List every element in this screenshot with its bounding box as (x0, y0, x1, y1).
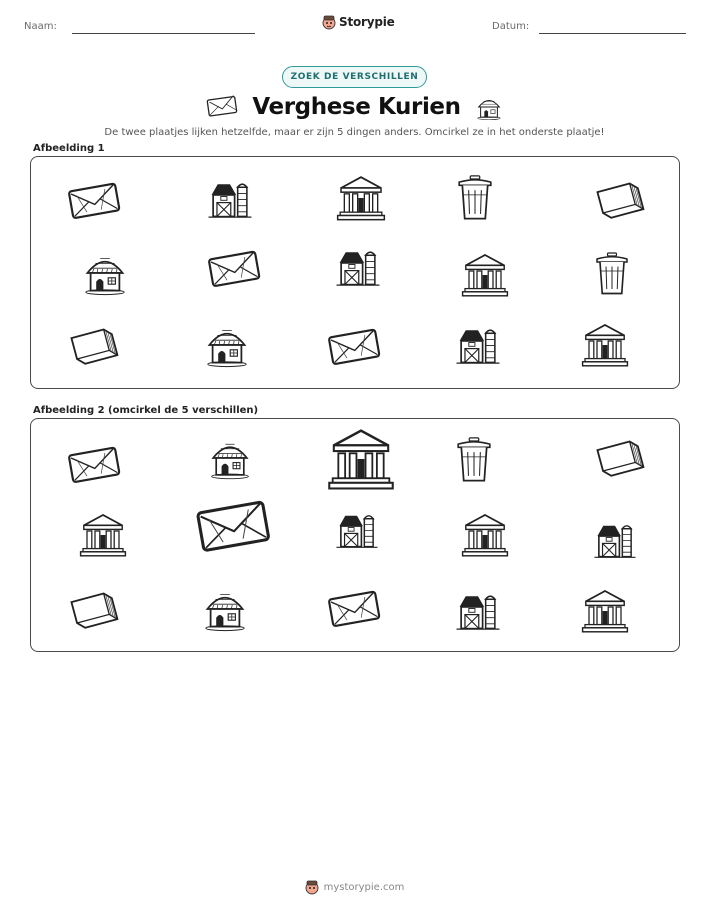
item-parcel-icon[interactable] (327, 325, 381, 367)
item-barn-icon[interactable] (335, 507, 379, 551)
item-trash-can-icon[interactable] (594, 249, 630, 299)
item-parcel-icon[interactable] (207, 247, 261, 289)
footer-url[interactable]: mystorypie.com (323, 881, 405, 893)
item-parcel-icon[interactable] (67, 443, 121, 485)
instructions-text: De twee plaatjes lijken hetzelfde, maar er zijn 5 dingen anders. Omcirkel ze in het onderste plaatje! (104, 127, 605, 138)
item-temple-icon[interactable] (461, 511, 509, 559)
item-barn-icon[interactable] (455, 321, 501, 367)
item-hut-icon[interactable] (201, 585, 249, 633)
panel-2-label: Afbeelding 2 (omcirkel de 5 verschillen) (33, 405, 259, 416)
item-hut-icon[interactable] (81, 249, 129, 297)
title-row (0, 92, 709, 122)
item-barn-icon[interactable] (335, 243, 381, 289)
panel-1 (30, 156, 680, 389)
item-temple-icon[interactable] (461, 251, 509, 299)
item-book-icon[interactable] (595, 177, 645, 221)
item-hut-icon[interactable] (207, 435, 253, 481)
panel-2 (30, 418, 680, 652)
item-parcel-icon[interactable] (195, 497, 271, 553)
item-temple-icon[interactable] (581, 321, 629, 369)
item-barn-icon[interactable] (455, 587, 501, 633)
item-trash-can-icon[interactable] (456, 173, 494, 223)
item-temple-icon[interactable] (581, 587, 629, 635)
item-temple-icon[interactable] (336, 173, 386, 223)
activity-badge: ZOEK DE VERSCHILLEN (282, 66, 427, 88)
item-temple-icon[interactable] (327, 425, 395, 493)
date-line[interactable] (539, 33, 686, 34)
brand-name: Storypie (339, 15, 395, 29)
name-label: Naam: (24, 21, 57, 32)
item-parcel-icon[interactable] (327, 587, 381, 629)
item-book-icon[interactable] (69, 323, 119, 367)
brand-logo (322, 14, 395, 30)
storypie-mascot-icon (322, 14, 336, 30)
footer (0, 879, 709, 895)
panel-1-label: Afbeelding 1 (33, 143, 105, 154)
item-book-icon[interactable] (69, 587, 119, 631)
item-barn-icon[interactable] (593, 517, 637, 561)
hut-icon (475, 93, 503, 121)
item-trash-can-icon[interactable] (455, 435, 493, 485)
storypie-mascot-icon (305, 879, 319, 895)
parcel-icon (206, 94, 238, 120)
item-barn-icon[interactable] (207, 175, 253, 221)
name-line[interactable] (72, 33, 255, 34)
item-book-icon[interactable] (595, 435, 645, 479)
item-parcel-icon[interactable] (67, 179, 121, 221)
page-title: Verghese Kurien (252, 94, 461, 120)
item-temple-icon[interactable] (79, 511, 127, 559)
item-hut-icon[interactable] (203, 321, 251, 369)
date-label: Datum: (492, 21, 530, 32)
